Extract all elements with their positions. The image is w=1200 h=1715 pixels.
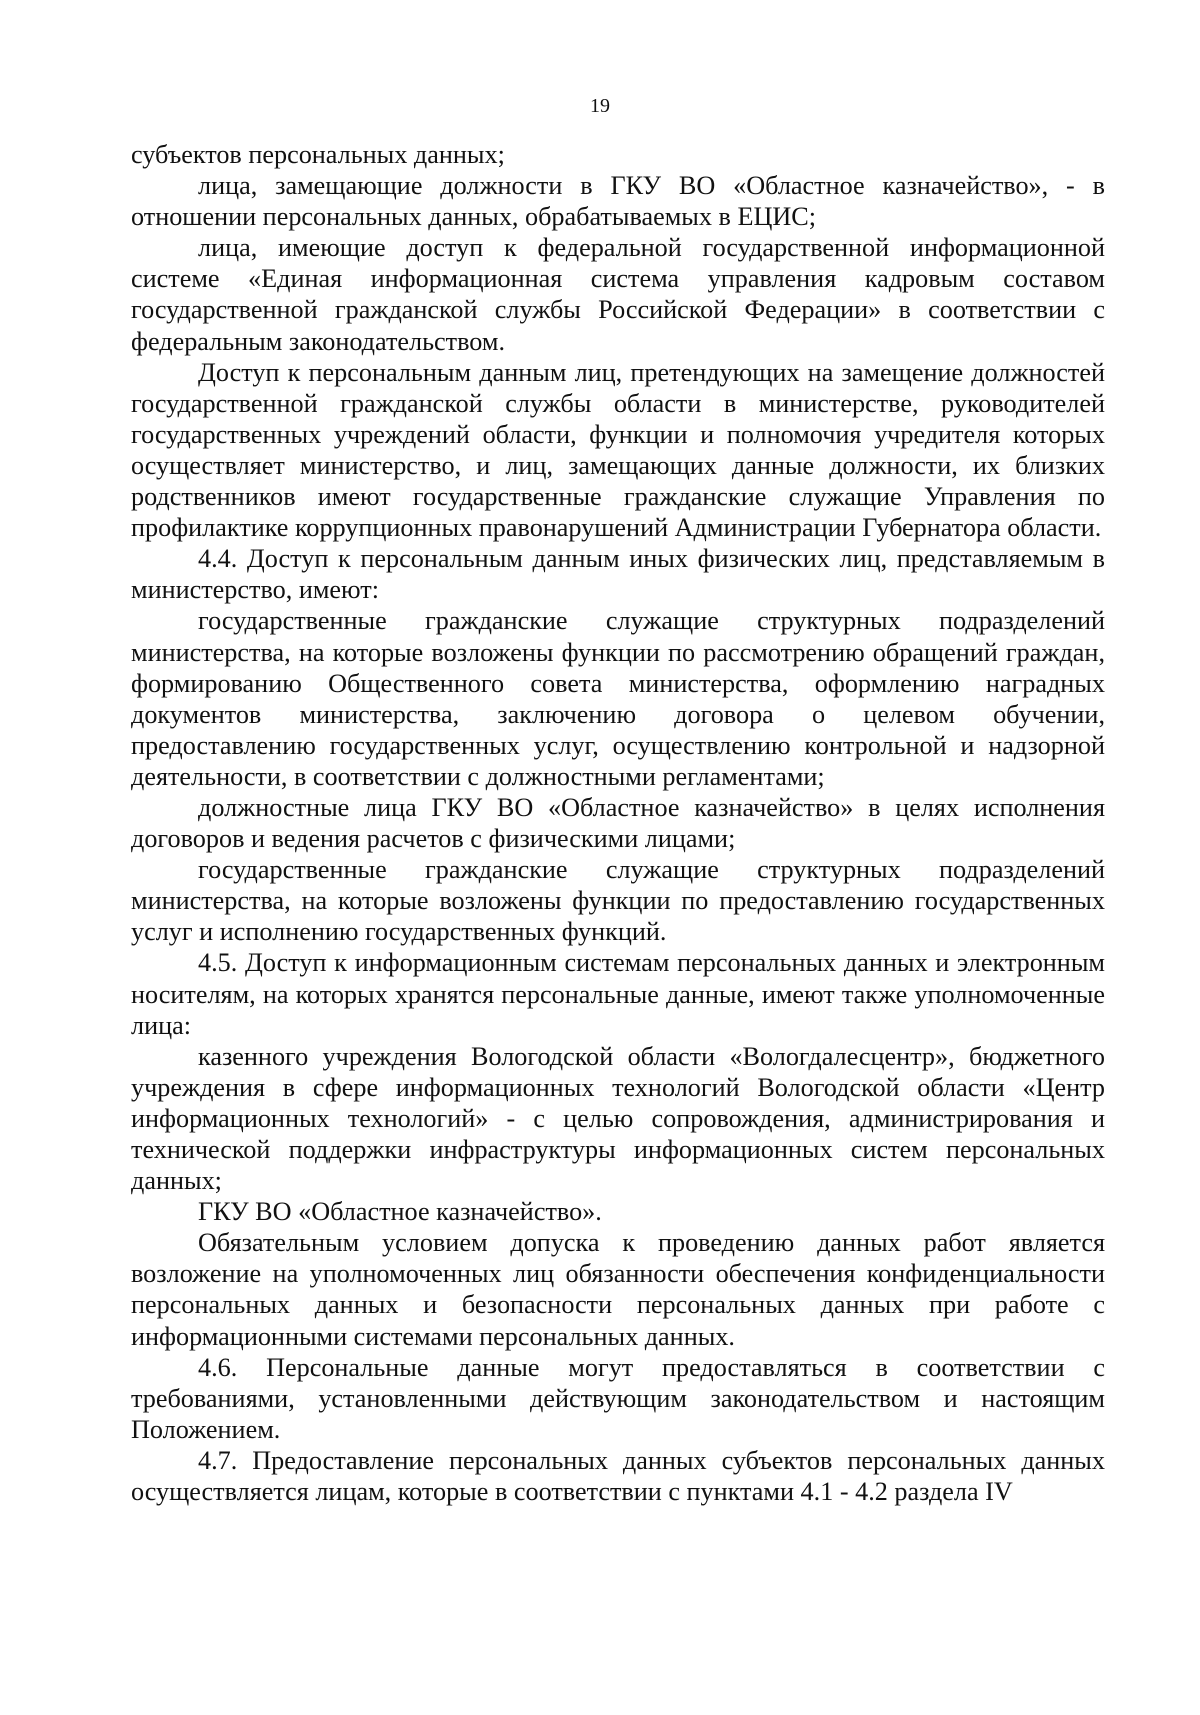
paragraph-treasury-officials: лица, замещающие должности в ГКУ ВО «Областное казначейство», - в отношении персональных данных, обрабатываемых в ЕЦИС; — [131, 171, 1105, 232]
page-number: 19 — [590, 95, 610, 117]
paragraph-civil-servants-services: государственные гражданские служащие структурных подразделений министерства, на которые возложены функции по предоставлению государственных услуг и исполнению государственных функций. — [131, 855, 1105, 947]
paragraph-4-4: 4.4. Доступ к персональным данным иных физических лиц, представляемым в министерство, имеют: — [131, 544, 1105, 605]
paragraph-subjects-continuation: субъектов персональных данных; — [131, 140, 505, 169]
paragraph-4-7: 4.7. Предоставление персональных данных субъектов персональных данных осуществляется лицам, которые в соответствии с пунктами 4.1 - 4.2 раздела IV — [131, 1445, 1105, 1507]
paragraph-treasury-contracts: должностные лица ГКУ ВО «Областное казначейство» в целях исполнения договоров и ведения расчетов с физическими лицами; — [131, 792, 1105, 854]
paragraph-institutions: казенного учреждения Вологодской области «Вологдалесцентр», бюджетного учреждения в сфере информационных технологий Вологодской области «Центр информационных технологий» - с целью сопровождения, администрирования и технической поддержки инфраструктуры информационных систем персональных данных; — [131, 1041, 1105, 1196]
paragraph-treasury: ГКУ ВО «Областное казначейство». — [198, 1197, 602, 1227]
paragraph-4-5: 4.5. Доступ к информационным системам персональных данных и электронным носителям, на которых хранятся персональные данные, имеют также уполномоченные лица: — [131, 948, 1105, 1040]
paragraph-federal-system-access: лица, имеющие доступ к федеральной государственной информационной системе «Единая информационная система управления кадровым составом государственной гражданской службы Российской Федерации» в соответствии с федеральным законодательством. — [131, 233, 1105, 356]
paragraph-mandatory-condition: Обязательным условием допуска к проведению данных работ является возложение на уполномоченных лиц обязанности обеспечения конфиденциальности персональных данных и безопасности персональных данных при работе с информационными системами персональных данных. — [131, 1228, 1105, 1351]
document-body — [131, 139, 1105, 1507]
paragraph-4-6: 4.6. Персональные данные могут предоставляться в соответствии с требованиями, установленными действующим законодательством и настоящим Положением. — [131, 1352, 1105, 1444]
paragraph-candidates-access: Доступ к персональным данным лиц, претендующих на замещение должностей государственной гражданской службы области в министерстве, руководителей государственных учреждений области, функции и полномочия учредителя которых осуществляет министерство, и лиц, замещающих данные должности, их близких родственников имеют государственные гражданские служащие Управления по профилактике коррупционных правонарушений Администрации Губернатора области. — [131, 357, 1105, 543]
paragraph-civil-servants-departments: государственные гражданские служащие структурных подразделений министерства, на которые возложены функции по рассмотрению обращений граждан, формированию Общественного совета министерства, оформлению наградных документов министерства, заключению договора о целевом обучении, предоставлению государственных услуг, осуществлению контрольной и надзорной деятельности, в соответствии с должностными регламентами; — [131, 606, 1105, 791]
